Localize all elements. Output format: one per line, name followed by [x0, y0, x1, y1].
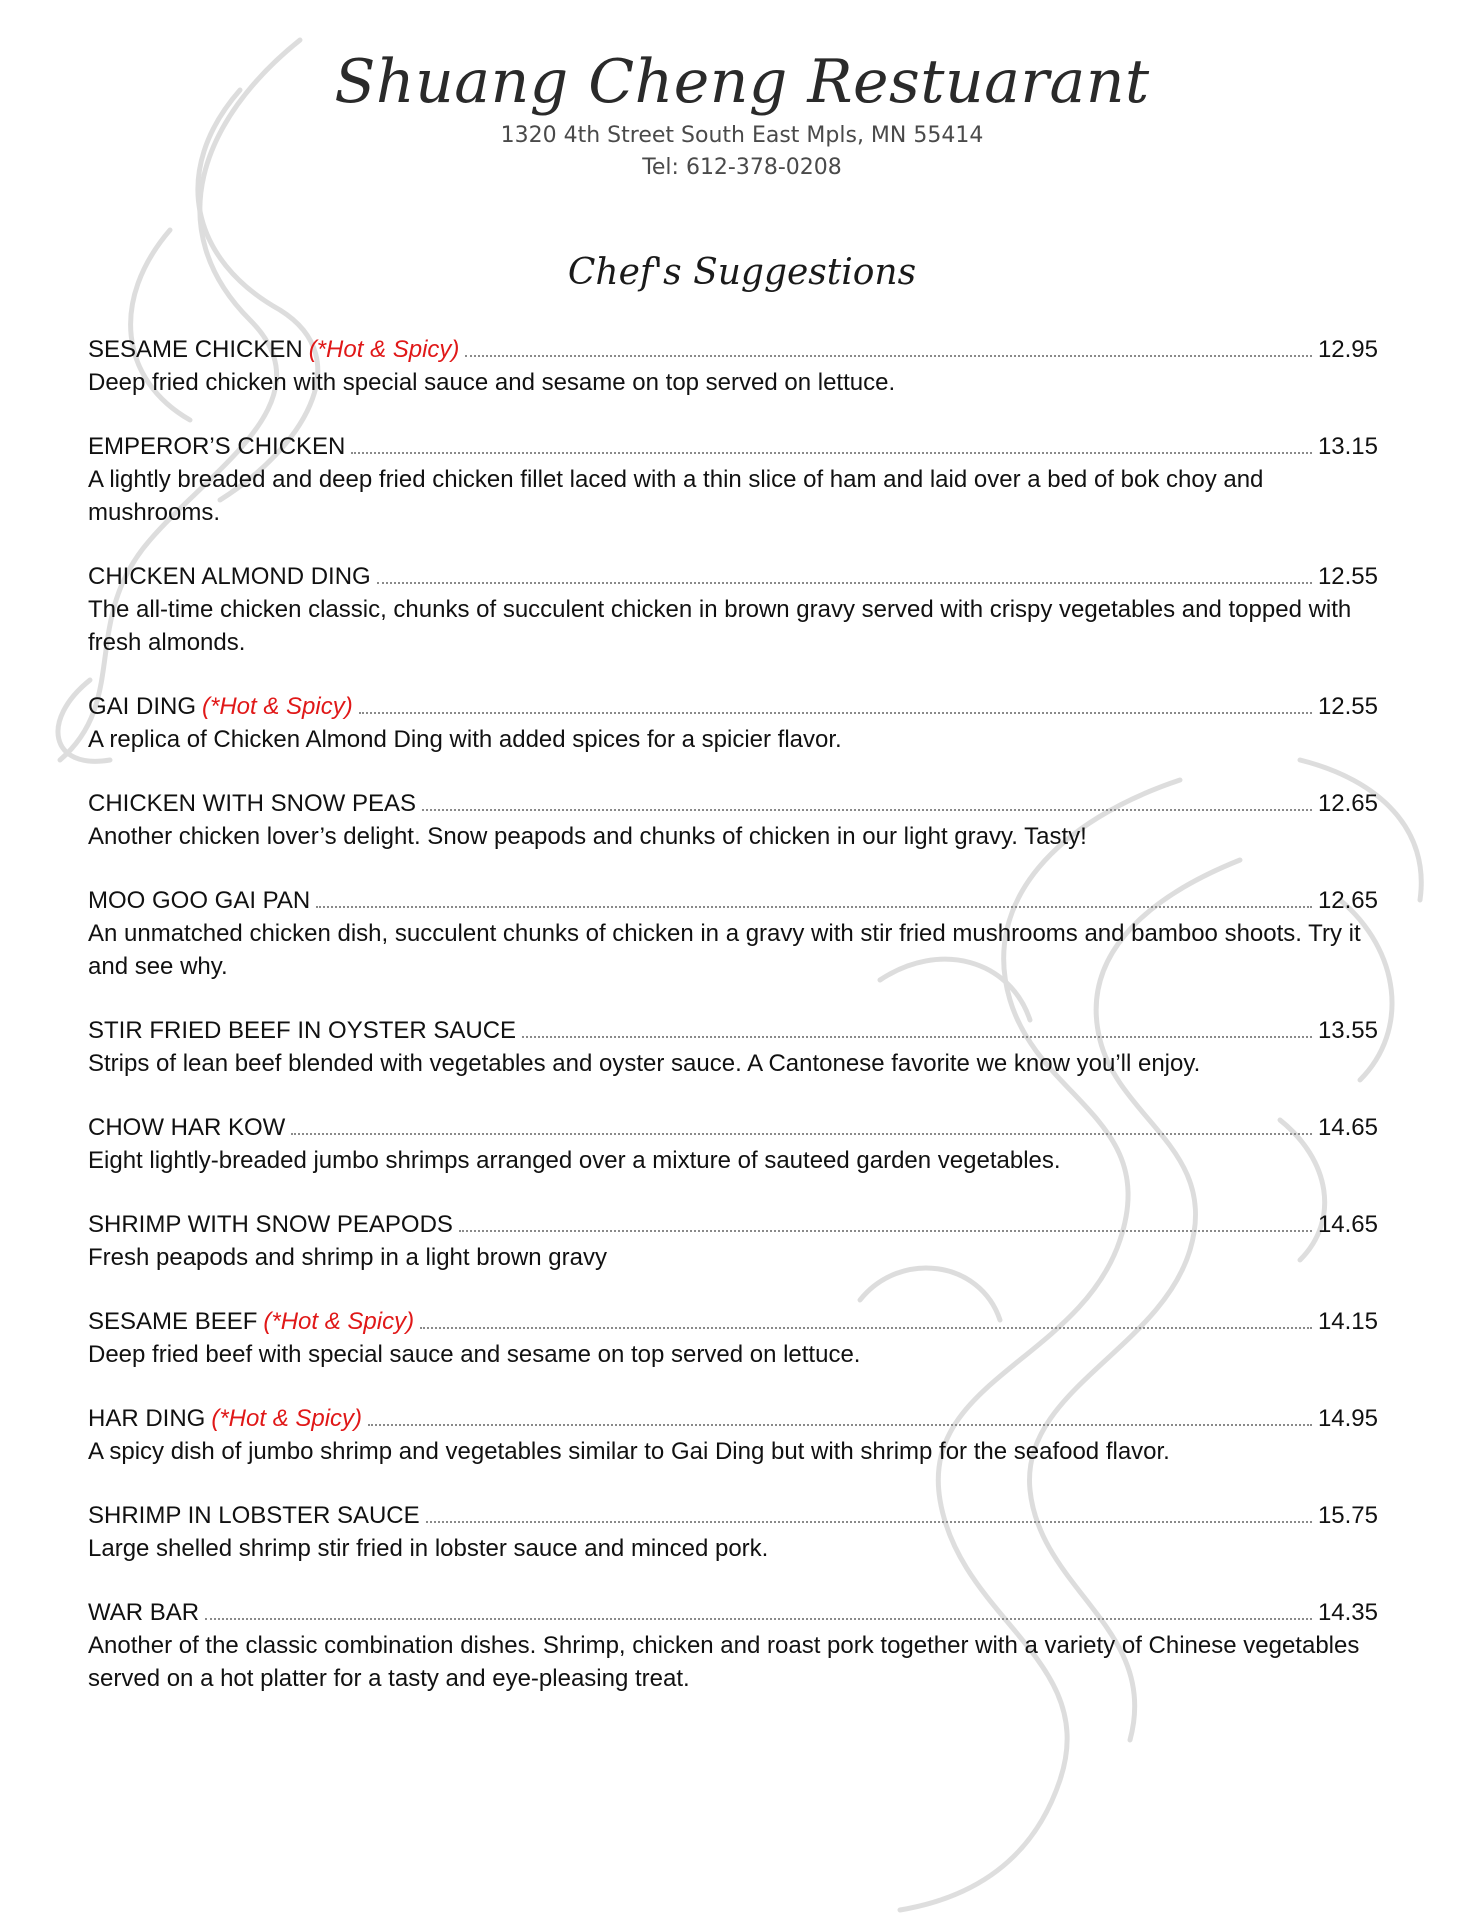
menu-item-price: 12.65 [1317, 790, 1378, 817]
menu-item-description: Eight lightly-breaded jumbo shrimps arranged over a mixture of sauteed garden vegetables. [88, 1147, 1061, 1174]
hot-spicy-label: (*Hot & Spicy) [263, 1308, 415, 1335]
dot-leader [459, 1230, 1312, 1232]
menu-item-price: 14.35 [1317, 1599, 1378, 1626]
menu-item-header [88, 787, 1378, 820]
menu-item-header [88, 1499, 1378, 1532]
hot-spicy-label: (*Hot & Spicy) [308, 336, 460, 363]
restaurant-phone: Tel: 612-378-0208 [642, 155, 842, 180]
menu-item-description: Fresh peapods and shrimp in a light brown gravy [88, 1244, 607, 1271]
menu-item-price: 14.15 [1317, 1308, 1378, 1335]
section-title: Chef's Suggestions [567, 252, 917, 293]
menu-item-price: 12.55 [1317, 693, 1378, 720]
menu-item-price: 14.65 [1317, 1114, 1378, 1141]
menu-item-description: Large shelled shrimp stir fried in lobster sauce and minced pork. [88, 1535, 769, 1562]
restaurant-address: 1320 4th Street South East Mpls, MN 55414 [500, 123, 984, 148]
dot-leader [359, 712, 1312, 714]
menu-item [88, 1499, 1378, 1565]
dot-leader [377, 582, 1312, 584]
menu-item-name: CHICKEN WITH SNOW PEAS [88, 790, 417, 817]
menu-item-price: 15.75 [1317, 1502, 1378, 1529]
menu-item-description: A replica of Chicken Almond Ding with added spices for a spicier flavor. [88, 726, 842, 753]
menu-item-description: Another chicken lover’s delight. Snow peapods and chunks of chicken in our light gravy. Tasty! [88, 823, 1087, 850]
menu-item [88, 560, 1378, 659]
menu-item-description: Another of the classic combination dishes. Shrimp, chicken and roast pork together with a variety of Chinese vegetables served on a hot platter for a tasty and eye-pleasing treat. [88, 1632, 1360, 1692]
menu-item-header [88, 1596, 1378, 1629]
menu-item-name: SESAME BEEF [88, 1308, 258, 1335]
menu-item-price: 13.15 [1317, 433, 1378, 460]
dot-leader [420, 1327, 1312, 1329]
menu-item [88, 1014, 1378, 1080]
menu-item-description: Strips of lean beef blended with vegetables and oyster sauce. A Cantonese favorite we know you’ll enjoy. [88, 1050, 1201, 1077]
menu-item [88, 787, 1378, 853]
dot-leader [522, 1036, 1312, 1038]
menu-item-header [88, 1305, 1378, 1338]
menu-item-description: A lightly breaded and deep fried chicken fillet laced with a thin slice of ham and laid over a bed of bok choy and mushrooms. [88, 466, 1264, 526]
dot-leader [426, 1521, 1312, 1523]
menu-item-description: An unmatched chicken dish, succulent chunks of chicken in a gravy with stir fried mushrooms and bamboo shoots. Try it and see why. [88, 920, 1361, 980]
menu-item-price: 14.95 [1317, 1405, 1378, 1432]
menu-item-price: 12.95 [1317, 336, 1378, 363]
menu-item-name: SHRIMP IN LOBSTER SAUCE [88, 1502, 420, 1529]
menu-item-name: GAI DING [88, 693, 197, 720]
menu-item [88, 884, 1378, 983]
dot-leader [351, 452, 1312, 454]
hot-spicy-label: (*Hot & Spicy) [211, 1405, 363, 1432]
dot-leader [291, 1133, 1312, 1135]
menu-item-header [88, 690, 1378, 723]
menu-item-name: SESAME CHICKEN [88, 336, 303, 363]
menu-item-header [88, 1111, 1378, 1144]
menu-item [88, 1596, 1378, 1695]
menu-item-name: CHOW HAR KOW [88, 1114, 286, 1141]
menu-item-name: MOO GOO GAI PAN [88, 887, 311, 914]
menu-item-price: 12.65 [1317, 887, 1378, 914]
menu-item-header [88, 1402, 1378, 1435]
menu-item-description: Deep fried chicken with special sauce and sesame on top served on lettuce. [88, 369, 896, 396]
menu-item-name: HAR DING [88, 1405, 206, 1432]
dot-leader [205, 1618, 1312, 1620]
menu-item [88, 1402, 1378, 1468]
menu-item-header [88, 560, 1378, 593]
menu-item-price: 14.65 [1317, 1211, 1378, 1238]
menu-item-name: STIR FRIED BEEF IN OYSTER SAUCE [88, 1017, 517, 1044]
menu-item-name: SHRIMP WITH SNOW PEAPODS [88, 1211, 453, 1238]
menu-item [88, 333, 1378, 399]
menu-item-name: CHICKEN ALMOND DING [88, 563, 371, 590]
menu-item [88, 1111, 1378, 1177]
restaurant-name: Shuang Cheng Restuarant [334, 47, 1150, 117]
menu-item-header [88, 333, 1378, 366]
hot-spicy-label: (*Hot & Spicy) [202, 693, 353, 720]
menu-item-header [88, 884, 1378, 917]
menu-item [88, 1208, 1378, 1274]
header [0, 44, 1484, 184]
menu-item-name: EMPEROR’S CHICKEN [88, 433, 346, 460]
menu-item-description: The all-time chicken classic, chunks of succulent chicken in brown gravy served with crispy vegetables and topped with fresh almonds. [88, 596, 1352, 656]
dot-leader [368, 1424, 1312, 1426]
menu-item-price: 13.55 [1317, 1017, 1378, 1044]
menu-item-description: Deep fried beef with special sauce and sesame on top served on lettuce. [88, 1341, 861, 1368]
menu-item-header [88, 1208, 1378, 1241]
dot-leader [316, 906, 1312, 908]
menu-item [88, 1305, 1378, 1371]
dot-leader [465, 355, 1312, 357]
menu-item-header [88, 1014, 1378, 1047]
dot-leader [422, 809, 1312, 811]
menu-item-name: WAR BAR [88, 1599, 200, 1626]
menu-item [88, 430, 1378, 529]
menu-item-header [88, 430, 1378, 463]
menu-list [88, 333, 1378, 1726]
menu-item-description: A spicy dish of jumbo shrimp and vegetables similar to Gai Ding but with shrimp for the seafood flavor. [88, 1438, 1170, 1465]
menu-item [88, 690, 1378, 756]
menu-item-price: 12.55 [1317, 563, 1378, 590]
